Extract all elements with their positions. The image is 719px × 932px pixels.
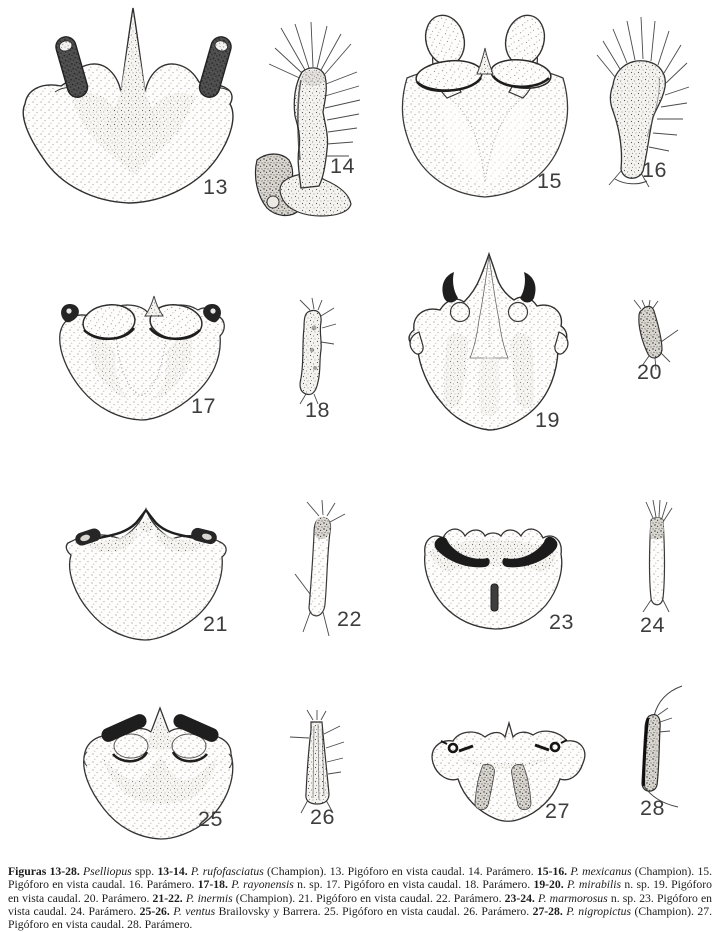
fig-16-number: 16 [642, 158, 667, 182]
fig-24-number: 24 [640, 613, 665, 637]
caption-species-mexicanus: P. mexicanus [570, 864, 632, 878]
fig-24-paramere-drawing [643, 500, 672, 612]
fig-14-number: 14 [330, 154, 355, 178]
fig-23-number: 23 [549, 610, 574, 634]
caption-species-rayonensis: P. rayonensis [231, 878, 294, 892]
caption-species-marmorosus: P. marmorosus [537, 891, 608, 905]
caption-figures-range: Figuras 13-28. [8, 864, 80, 878]
fig-26-paramere-drawing [290, 710, 344, 813]
fig-13-number: 13 [203, 175, 228, 199]
fig-28-paramere-drawing [642, 686, 682, 807]
fig-26-number: 26 [310, 805, 335, 829]
fig-19-number: 19 [535, 408, 560, 432]
fig-15-number: 15 [537, 169, 562, 193]
fig-18-number: 18 [305, 398, 330, 422]
fig-17-number: 17 [191, 394, 216, 418]
fig-21-number: 21 [203, 612, 228, 636]
caption-species-nigropictus: P. nigropictus [566, 904, 632, 918]
fig-25-number: 25 [198, 807, 223, 831]
caption-species-inermis: P. inermis [185, 891, 233, 905]
fig-18-paramere-drawing [300, 298, 336, 404]
fig-14-paramere-drawing [255, 22, 360, 216]
fig-19-pigophore-drawing [409, 254, 568, 430]
fig-23-pigophore-drawing [425, 529, 562, 629]
figure-caption: Figuras 13-28. Pselliopus spp. 13-14. P. rufofasciatus (Champion). 13. Pigóforo en vista caudal. 14. Parámero. 15-16. P. mexicanus (Champion). 15. Pigóforo en vista caudal. 16. Parámero. 17-18. P. rayonensis n. sp. 17. Pigóforo en vista caudal. 18. Parámero. 19-20. P. mirabilis n. sp. 19. Pigóforo en vista caudal. 20. Parámero. 21-22. P. inermis (Champion). 21. Pigóforo en vista caudal. 22. Parámero. 23-24. P. marmorosus n. sp. 23. Pigóforo en vista caudal. 24. Parámero. 25-26. P. ventus Brailovsky y Barrera. 25. Pigóforo en vista caudal. 26. Parámero. 27-28. P. nigropictus (Champion). 27. Pigóforo en vista caudal. 28. Parámero. [8, 864, 713, 932]
caption-species-rufofasciatus: P. rufofasciatus [190, 864, 264, 878]
fig-27-number: 27 [545, 799, 570, 823]
caption-species-ventus: P. ventus [173, 904, 216, 918]
caption-species-mirabilis: P. mirabilis [567, 878, 622, 892]
caption-genus: Pselliopus [83, 864, 132, 878]
fig-20-number: 20 [637, 360, 662, 384]
fig-13-pigophore-drawing [23, 8, 233, 203]
fig-28-number: 28 [640, 796, 665, 820]
fig-22-number: 22 [337, 607, 362, 631]
